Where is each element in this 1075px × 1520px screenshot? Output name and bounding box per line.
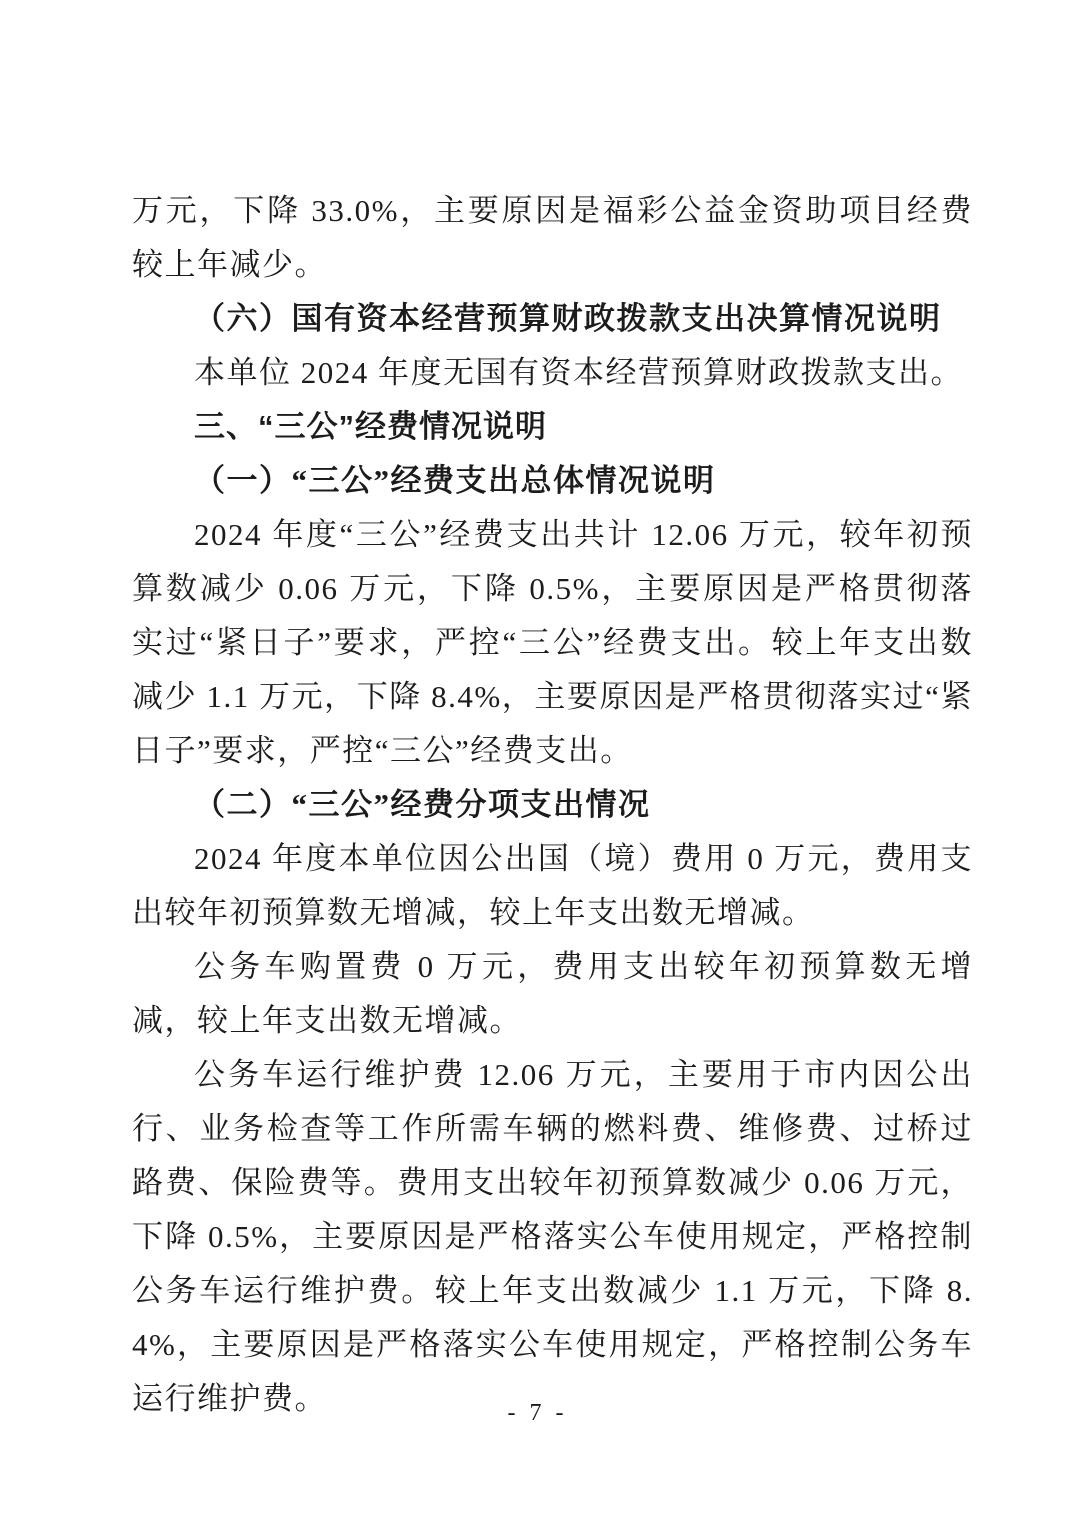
body-paragraph-vehicle-maintenance: 公务车运行维护费 12.06 万元，主要用于市内因公出行、业务检查等工作所需车辆的燃料费、维修费、过桥过路费、保险费等。费用支出较年初预算数减少 0.06 万元，下降 0.5%，主要原因是严格落实公车使用规定，严格控制公务车运行维护费。较上年支出数减少 1.1 万元，下降 8.4%，主要原因是严格落实公车使用规定，严格控制公务车运行维护费。 [132,1057,973,1416]
page-number: - 7 - [507,1400,568,1426]
heading-subsection-2-itemized: （二）“三公”经费分项支出情况 [194,787,651,822]
body-paragraph-vehicle-purchase: 公务车购置费 0 万元，费用支出较年初预算数无增减，较上年支出数无增减。 [132,949,973,1038]
body-paragraph-overseas-travel: 2024 年度本单位因公出国（境）费用 0 万元，费用支出较年初预算数无增减，较上年支出数无增减。 [132,841,973,930]
page-footer [0,1400,1075,1427]
heading-chapter-three-public-funds: 三、“三公”经费情况说明 [194,409,547,444]
heading-subsection-1-overall: （一）“三公”经费支出总体情况说明 [194,463,716,498]
body-paragraph-overall-expenditure: 2024 年度“三公”经费支出共计 12.06 万元，较年初预算数减少 0.06 万元，下降 0.5%，主要原因是严格贯彻落实过“紧日子”要求，严控“三公”经费支出。较上年支出数减少 1.1 万元，下降 8.4%，主要原因是严格贯彻落实过“紧日子”要求，严控“三公”经费支出。 [132,517,973,768]
heading-section-6: （六）国有资本经营预算财政拨款支出决算情况说明 [194,301,942,336]
document-body [132,184,973,1426]
paragraph-continuation: 万元，下降 33.0%，主要原因是福彩公益金资助项目经费较上年减少。 [132,193,973,282]
body-paragraph-no-soe-expenditure: 本单位 2024 年度无国有资本经营预算财政拨款支出。 [194,355,963,390]
